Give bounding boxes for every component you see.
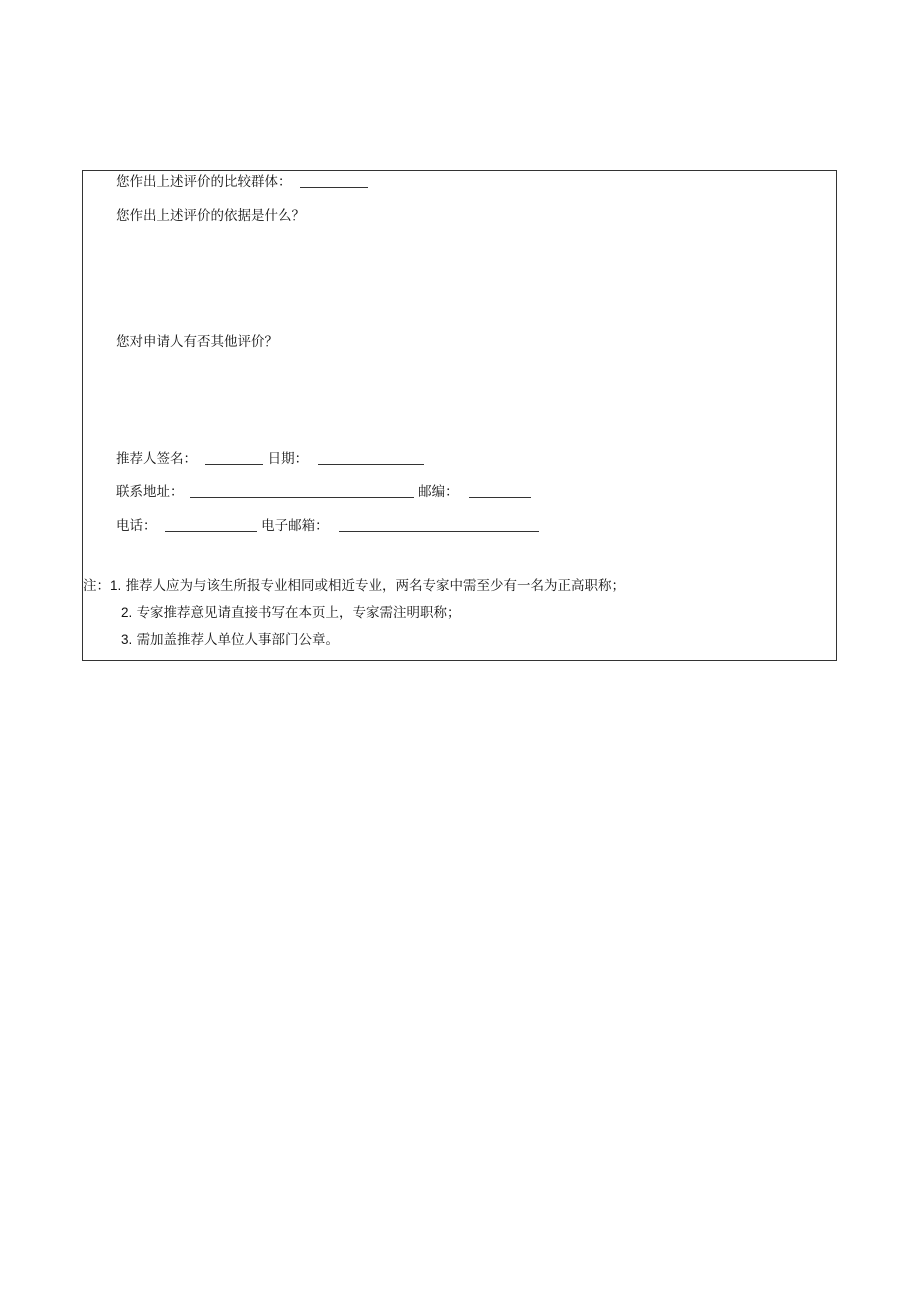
date-label: 日期： bbox=[267, 451, 309, 467]
note-item-3 bbox=[121, 631, 339, 649]
phone-blank[interactable] bbox=[165, 519, 257, 532]
email-blank[interactable] bbox=[339, 519, 539, 532]
note-number-3: 3. bbox=[121, 632, 133, 647]
note-item-2 bbox=[121, 604, 461, 622]
comparison-group-row bbox=[116, 173, 368, 191]
email-label: 电子邮箱： bbox=[261, 518, 329, 534]
other-evaluation-question: 您对申请人有否其他评价？ bbox=[116, 334, 278, 350]
address-label: 联系地址： bbox=[116, 484, 184, 500]
note-text-3: 需加盖推荐人单位人事部门公章。 bbox=[136, 632, 340, 648]
note-number-2: 2. bbox=[121, 605, 133, 620]
contact-row bbox=[116, 517, 539, 535]
address-blank[interactable] bbox=[190, 485, 414, 498]
note-text-1: 推荐人应为与该生所报专业相同或相近专业，两名专家中需至少有一名为正高职称； bbox=[125, 578, 626, 594]
notes-prefix: 注： bbox=[83, 578, 110, 594]
address-row bbox=[116, 483, 531, 501]
date-blank[interactable] bbox=[318, 452, 424, 465]
postcode-blank[interactable] bbox=[469, 485, 531, 498]
comparison-group-blank[interactable] bbox=[300, 175, 368, 188]
comparison-group-label: 您作出上述评价的比较群体： bbox=[116, 174, 292, 190]
phone-label: 电话： bbox=[116, 518, 157, 534]
basis-question: 您作出上述评价的依据是什么？ bbox=[116, 208, 305, 224]
note-text-2: 专家推荐意见请直接书写在本页上，专家需注明职称； bbox=[136, 605, 461, 621]
note-number-1: 1. bbox=[110, 578, 122, 593]
signature-blank[interactable] bbox=[205, 452, 263, 465]
signature-label: 推荐人签名： bbox=[116, 451, 197, 467]
signature-row bbox=[116, 450, 424, 468]
postcode-label: 邮编： bbox=[418, 484, 459, 500]
note-item-1 bbox=[83, 577, 625, 595]
